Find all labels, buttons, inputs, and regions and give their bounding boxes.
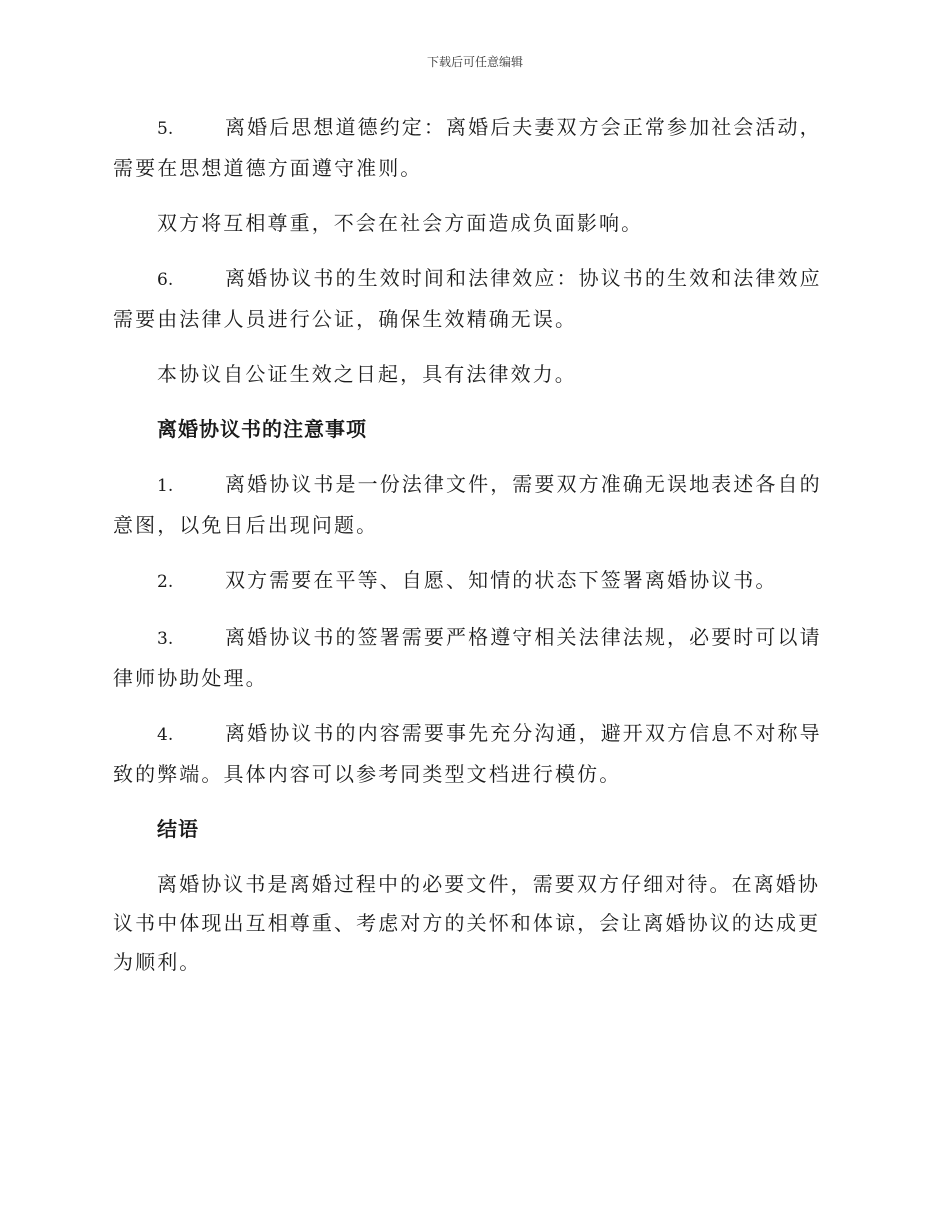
list-item	[113, 561, 837, 602]
list-item-text: 离婚协议书的内容需要事先充分沟通，避开双方信息不对称导致的弊端。具体内容可以参考同类型文档进行模仿。	[113, 721, 822, 786]
list-item	[113, 714, 837, 794]
list-number: 5.	[157, 119, 174, 139]
list-number: 2.	[157, 572, 174, 592]
paragraph: 本协议自公证生效之日起，具有法律效力。	[157, 362, 577, 386]
list-item	[113, 259, 837, 339]
list-number: 6.	[157, 270, 174, 290]
document-body	[113, 108, 837, 998]
paragraph: 双方将互相尊重，不会在社会方面造成负面影响。	[157, 211, 644, 235]
paragraph: 离婚协议书是离婚过程中的必要文件，需要双方仔细对待。在离婚协议书中体现出互相尊重、考虑对方的关怀和体谅，会让离婚协议的达成更为顺利。	[113, 872, 821, 974]
list-item-text: 离婚协议书是一份法律文件，需要双方准确无误地表述各自的意图，以免日后出现问题。	[113, 472, 822, 537]
list-item-text: 离婚协议书的签署需要严格遵守相关法律法规，必要时可以请律师协助处理。	[113, 625, 822, 690]
section-heading: 离婚协议书的注意事项	[157, 417, 367, 441]
list-number: 4.	[157, 725, 174, 745]
page-header: 下载后可任意编辑	[426, 55, 523, 69]
section-heading: 结语	[157, 817, 199, 841]
list-item	[113, 618, 837, 698]
list-item	[113, 465, 837, 545]
list-item-text: 双方需要在平等、自愿、知情的状态下签署离婚协议书。	[225, 568, 778, 592]
list-item-text: 离婚后思想道德约定：离婚后夫妻双方会正常参加社会活动，需要在思想道德方面遵守准则。	[113, 115, 822, 180]
list-item-text: 离婚协议书的生效时间和法律效应：协议书的生效和法律效应需要由法律人员进行公证，确保生效精确无误。	[113, 266, 822, 331]
list-number: 1.	[157, 476, 174, 496]
list-item	[113, 108, 837, 188]
list-number: 3.	[157, 629, 174, 649]
